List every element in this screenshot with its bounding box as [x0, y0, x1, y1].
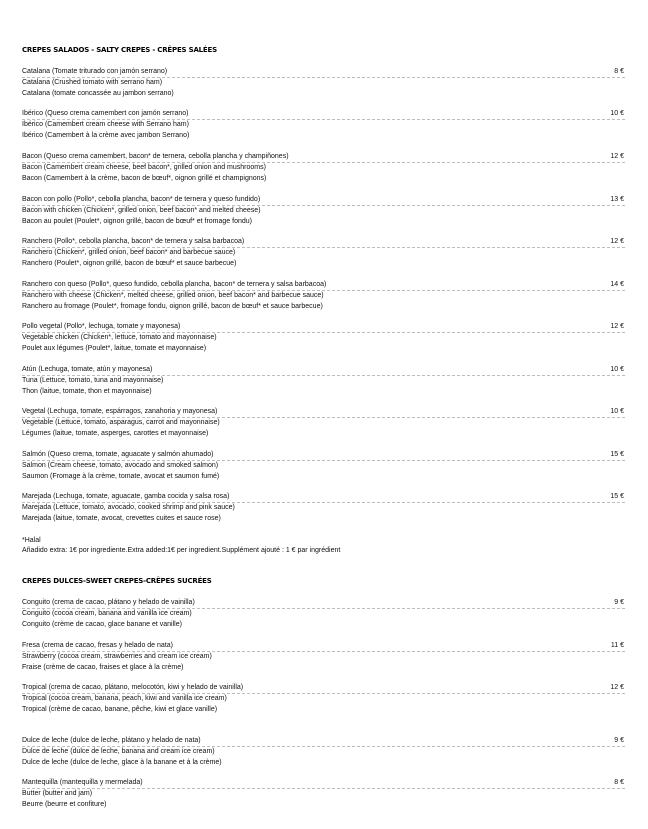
menu-item-fresa [22, 640, 625, 673]
menu-item-ranchero [22, 236, 625, 269]
item-english: Tropical (cocoa cream, banana, peach, kiwi and vanilla ice cream) [22, 695, 227, 702]
menu-item-bacon [22, 151, 625, 184]
item-name: Catalana (Tomate triturado con jamón serrano) [22, 68, 168, 75]
item-french: Conguito (crème de cacao, glace banane et vanille) [22, 620, 182, 628]
item-name: Vegetal (Lechuga, tomate, espárragos, zanahoria y mayonesa) [22, 408, 218, 415]
item-name: Dulce de leche (dulce de leche, plátano y helado de nata) [22, 737, 201, 744]
item-name: Bacon (Queso crema camembert, bacon* de ternera, cebolla plancha y champiñones) [22, 153, 289, 160]
halal-note: *Halal [22, 537, 41, 544]
item-english: Marejada (Lettuce, tomato, avocado, cooked shrimp and pink sauce) [22, 504, 235, 511]
item-french: Tropical (crème de cacao, banane, pêche, kiwi et glace vanille) [22, 705, 218, 713]
item-english: Vegetable (Lettuce, tomato, asparagus, carrot and mayonnaise) [22, 419, 220, 426]
item-french: Légumes (laitue, tomate, asperges, carottes et mayonnaise) [22, 429, 209, 437]
item-french: Ranchero au fromage (Poulet*, fromage fondu, oignon grillé, bacon de bœuf* et sauce barbecue) [22, 302, 323, 310]
item-price: 10 € [610, 110, 624, 117]
item-english: Bacon (Camembert cream cheese, beef bacon*, grilled onion and mushrooms) [22, 164, 266, 171]
item-name: Pollo vegetal (Pollo*, lechuga, tomate y mayonesa) [22, 323, 181, 330]
item-price: 14 € [610, 281, 624, 288]
item-french: Thon (laitue, tomate, thon et mayonnaise) [22, 387, 152, 395]
item-price: 9 € [614, 599, 624, 606]
item-english: Catalana (Crushed tomato with serrano ham) [22, 79, 163, 86]
item-french: Marejada (laitue, tomate, avocat, crevettes cuites et sauce rose) [22, 514, 221, 522]
item-price: 12 € [610, 153, 624, 160]
item-name: Bacon con pollo (Pollo*, cebolla plancha, bacon* de ternera y queso fundido) [22, 196, 261, 203]
item-french: Beurre (beurre et confiture) [22, 800, 107, 808]
item-french: Bacon (Camembert à la crème, bacon de bœuf*, oignon grillé et champignons) [22, 174, 267, 182]
menu-item-catalana [22, 66, 625, 99]
item-english: Vegetable chicken (Chicken*, lettuce, tomato and mayonnaise) [22, 334, 217, 341]
item-english: Tuna (Lettuce, tomato, tuna and mayonnaise) [22, 377, 164, 384]
sweet-section-title: CREPES DULCES-SWEET CREPES-CRÊPES SUCRÉES [22, 577, 212, 585]
menu-item-ranchero-con-queso [22, 279, 625, 312]
item-french: Ranchero (Poulet*, oignon grillé, bacon de bœuf* et sauce barbecue) [22, 259, 237, 267]
item-name: Salmón (Queso crema, tomate, aguacate y salmón ahumado) [22, 451, 214, 458]
item-price: 12 € [610, 238, 624, 245]
item-french: Ibérico (Camembert à la crème avec jambon Serrano) [22, 131, 190, 139]
menu-item-dulce-de-leche [22, 735, 625, 768]
item-french: Fraise (crème de cacao, fraises et glace à la crème) [22, 663, 184, 671]
item-english: Ibérico (Camembert cream cheese with Serrano ham) [22, 121, 189, 128]
menu-item-pollo-vegetal [22, 321, 625, 354]
menu-item-mantequilla [22, 777, 625, 810]
item-name: Ibérico (Queso crema camembert con jamón serrano) [22, 110, 189, 117]
menu-item-vegetal [22, 406, 625, 439]
item-english: Butter (butter and jam) [22, 790, 93, 797]
item-english: Salmon (Cream cheese, tomato, avocado and smoked salmon) [22, 462, 219, 469]
item-price: 10 € [610, 366, 624, 373]
item-price: 8 € [614, 68, 624, 75]
menu-item-marejada [22, 491, 625, 524]
item-price: 10 € [610, 408, 624, 415]
item-name: Conguito (crema de cacao, plátano y helado de vainilla) [22, 599, 195, 606]
menu-item-tropical [22, 682, 625, 715]
item-name: Ranchero con queso (Pollo*, queso fundido, cebolla plancha, bacon* de ternera y salsa barbacoa) [22, 281, 327, 288]
item-price: 11 € [610, 642, 624, 649]
salty-section-title: CREPES SALADOS - SALTY CREPES - CRÊPES SALÉES [22, 46, 217, 54]
item-price: 15 € [610, 451, 624, 458]
menu-item-iberico [22, 108, 625, 141]
item-english: Bacon with chicken (Chicken*, grilled onion, beef bacon* and melted cheese) [22, 207, 261, 214]
item-name: Ranchero (Pollo*, cebolla plancha, bacon* de ternera y salsa barbacoa) [22, 238, 245, 245]
menu-item-bacon-con-pollo [22, 194, 625, 227]
item-price: 9 € [614, 737, 624, 744]
item-french: Bacon au poulet (Poulet*, oignon grillé, bacon de bœuf* et fromage fondu) [22, 217, 252, 225]
item-name: Fresa (crema de cacao, fresas y helado de nata) [22, 642, 173, 649]
item-french: Catalana (tomate concassée au jambon serrano) [22, 89, 174, 97]
item-price: 15 € [610, 493, 624, 500]
item-english: Conguito (cocoa cream, banana and vanilla ice cream) [22, 610, 192, 617]
item-english: Ranchero with cheese (Chicken*, melted cheese, grilled onion, beef bacon* and barbecue sauce) [22, 292, 324, 299]
item-name: Marejada (Lechuga, tomate, aguacate, gamba cocida y salsa rosa) [22, 493, 230, 500]
item-french: Poulet aux légumes (Poulet*, laitue, tomate et mayonnaise) [22, 344, 207, 352]
extra-ingredient-note: Añadido extra: 1€ por ingrediente.Extra added:1€ per ingredient.Supplément ajouté : 1 € par ingrédient [22, 547, 341, 554]
item-price: 13 € [610, 196, 624, 203]
item-price: 12 € [610, 323, 624, 330]
item-french: Saumon (Fromage à la crème, tomate, avocat et saumon fumé) [22, 472, 220, 480]
item-price: 12 € [610, 684, 624, 691]
menu-item-atun [22, 364, 625, 397]
item-price: 8 € [614, 779, 624, 786]
menu-item-salmon [22, 449, 625, 482]
item-name: Mantequilla (mantequilla y mermelada) [22, 779, 143, 786]
item-english: Dulce de leche (dulce de leche, banana and cream ice cream) [22, 748, 215, 755]
item-name: Atún (Lechuga, tomate, atún y mayonesa) [22, 366, 153, 373]
item-english: Ranchero (Chicken*, grilled onion, beef bacon* and barbecue sauce) [22, 249, 236, 256]
item-french: Dulce de leche (dulce de leche, glace à la banane et à la crème) [22, 758, 222, 766]
menu-item-conguito [22, 597, 625, 630]
item-english: Strawberry (cocoa cream, strawberries and cream ice cream) [22, 653, 212, 660]
item-name: Tropical (crema de cacao, plátano, melocotón, kiwi y helado de vainilla) [22, 684, 244, 691]
